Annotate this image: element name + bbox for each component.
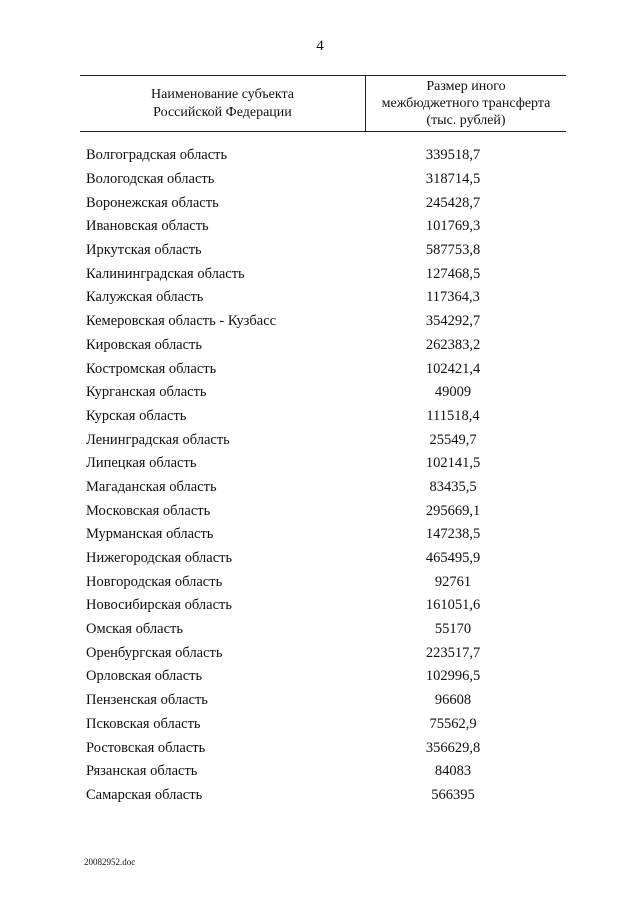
region-name: Рязанская область xyxy=(86,763,198,780)
table-row xyxy=(86,618,566,642)
document-code: 20082952.doc xyxy=(84,857,136,867)
transfer-amount: 101769,3 xyxy=(425,218,481,235)
transfer-amount: 102141,5 xyxy=(425,455,481,472)
region-name: Курганская область xyxy=(86,384,207,401)
region-name: Кировская область xyxy=(86,336,203,353)
region-name: Псковская область xyxy=(86,715,201,732)
table-row xyxy=(86,310,566,334)
table-row xyxy=(86,168,566,192)
transfer-amount: 147238,5 xyxy=(425,526,481,543)
transfer-amount: 49009 xyxy=(434,384,472,401)
region-name: Ленинградская область xyxy=(86,431,230,448)
table-row xyxy=(86,594,566,618)
table-row xyxy=(86,357,566,381)
table-row xyxy=(86,713,566,737)
region-name: Магаданская область xyxy=(86,478,217,495)
region-name: Ростовская область xyxy=(86,739,206,756)
region-name: Новосибирская область xyxy=(86,597,232,614)
transfer-amount: 356629,8 xyxy=(425,739,481,756)
header-region-name xyxy=(80,76,365,131)
transfer-amount: 318714,5 xyxy=(425,171,481,188)
transfer-amount: 83435,5 xyxy=(429,478,477,495)
header-transfer-amount xyxy=(366,76,566,131)
table-body xyxy=(86,144,566,807)
region-name: Калининградская область xyxy=(86,265,245,282)
page-number: 4 xyxy=(316,38,324,54)
transfer-amount: 223517,7 xyxy=(425,644,481,661)
header-amount-line: (тыс. рублей) xyxy=(426,113,506,128)
transfer-amount: 587753,8 xyxy=(425,242,481,259)
transfer-amount: 339518,7 xyxy=(425,147,481,164)
header-region-line: Наименование субъекта xyxy=(151,86,294,102)
transfer-amount: 55170 xyxy=(434,621,472,638)
table-row xyxy=(86,191,566,215)
transfer-amount: 117364,3 xyxy=(426,289,480,306)
table-row xyxy=(86,476,566,500)
region-name: Воронежская область xyxy=(86,194,219,211)
table-row xyxy=(86,452,566,476)
header-region-line: Российской Федерации xyxy=(153,104,292,120)
region-name: Волгоградская область xyxy=(86,147,228,164)
transfer-amount: 161051,6 xyxy=(425,597,481,614)
transfer-amount: 465495,9 xyxy=(425,550,481,567)
table-row xyxy=(86,286,566,310)
region-name: Липецкая область xyxy=(86,455,197,472)
table-row xyxy=(86,784,566,808)
region-name: Кемеровская область - Кузбасс xyxy=(86,313,277,330)
table-header xyxy=(80,75,566,132)
transfer-amount: 75562,9 xyxy=(429,715,477,732)
transfer-amount: 262383,2 xyxy=(425,336,481,353)
region-name: Новгородская область xyxy=(86,573,223,590)
transfer-amount: 111518,4 xyxy=(426,407,480,424)
table-row xyxy=(86,665,566,689)
transfer-amount: 354292,7 xyxy=(425,313,481,330)
region-name: Оренбургская область xyxy=(86,644,223,661)
region-name: Ивановская область xyxy=(86,218,209,235)
region-name: Мурманская область xyxy=(86,526,214,543)
header-amount-line: межбюджетного трансферта xyxy=(381,96,551,111)
region-name: Иркутская область xyxy=(86,242,202,259)
region-name: Вологодская область xyxy=(86,171,215,188)
table-row xyxy=(86,570,566,594)
transfer-amount: 96608 xyxy=(434,692,472,709)
table-row xyxy=(86,736,566,760)
region-name: Нижегородская область xyxy=(86,550,233,567)
table-row xyxy=(86,428,566,452)
table-row xyxy=(86,547,566,571)
transfer-amount: 25549,7 xyxy=(429,431,477,448)
region-name: Пензенская область xyxy=(86,692,208,709)
transfer-amount: 295669,1 xyxy=(425,502,481,519)
transfer-amount: 566395 xyxy=(431,786,475,803)
region-name: Костромская область xyxy=(86,360,217,377)
region-name: Курская область xyxy=(86,407,187,424)
transfer-amount: 127468,5 xyxy=(425,265,481,282)
region-name: Московская область xyxy=(86,502,211,519)
table-row xyxy=(86,334,566,358)
table-row xyxy=(86,523,566,547)
transfer-amount: 92761 xyxy=(434,573,472,590)
table-row xyxy=(86,499,566,523)
table-row xyxy=(86,144,566,168)
region-name: Калужская область xyxy=(86,289,204,306)
header-amount-line: Размер иного xyxy=(426,79,506,94)
table-row xyxy=(86,381,566,405)
transfer-amount: 102996,5 xyxy=(425,668,481,685)
table-row xyxy=(86,641,566,665)
table-row xyxy=(86,689,566,713)
region-name: Орловская область xyxy=(86,668,203,685)
region-name: Омская область xyxy=(86,621,183,638)
transfer-amount: 245428,7 xyxy=(425,194,481,211)
transfer-amount: 102421,4 xyxy=(425,360,481,377)
region-name: Самарская область xyxy=(86,786,203,803)
table-row xyxy=(86,405,566,429)
table-row xyxy=(86,239,566,263)
table-row xyxy=(86,262,566,286)
table-row xyxy=(86,760,566,784)
transfer-amount: 84083 xyxy=(434,763,472,780)
table-row xyxy=(86,215,566,239)
